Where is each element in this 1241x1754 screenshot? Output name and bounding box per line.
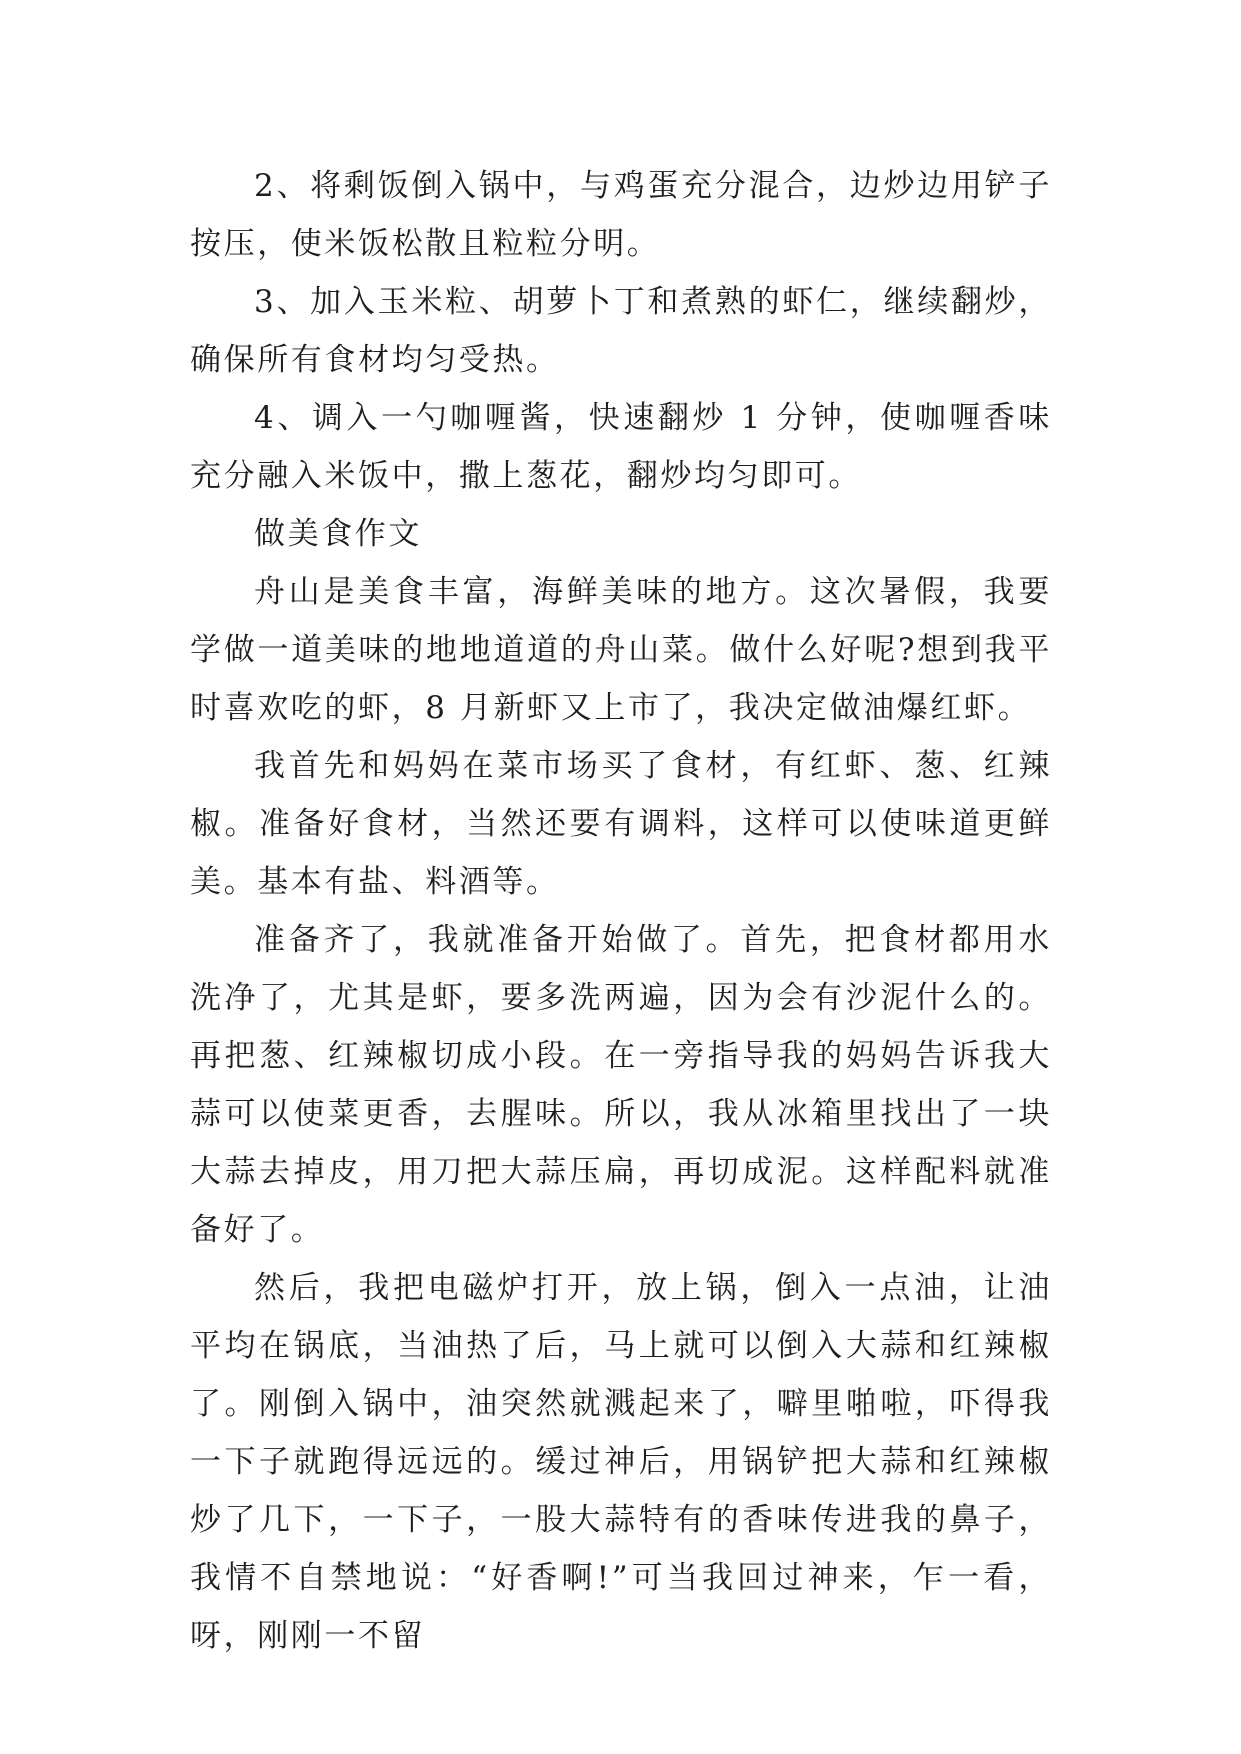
essay-paragraph: 我首先和妈妈在菜市场买了食材，有红虾、葱、红辣椒。准备好食材，当然还要有调料，这样可以使味道更鲜美。基本有盐、料酒等。 xyxy=(190,748,1052,900)
step-3-paragraph: 3、加入玉米粒、胡萝卜丁和煮熟的虾仁，继续翻炒，确保所有食材均匀受热。 xyxy=(190,284,1052,378)
step-4-paragraph: 4、调入一勺咖喱酱，快速翻炒 1 分钟，使咖喱香味充分融入米饭中，撒上葱花，翻炒均匀即可。 xyxy=(190,400,1052,494)
essay-paragraph: 准备齐了，我就准备开始做了。首先，把食材都用水洗净了，尤其是虾，要多洗两遍，因为会有沙泥什么的。再把葱、红辣椒切成小段。在一旁指导我的妈妈告诉我大蒜可以使菜更香，去腥味。所以，我从冰箱里找出了一块大蒜去掉皮，用刀把大蒜压扁，再切成泥。这样配料就准备好了。 xyxy=(190,922,1052,1248)
essay-paragraph: 然后，我把电磁炉打开，放上锅，倒入一点油，让油平均在锅底，当油热了后，马上就可以倒入大蒜和红辣椒了。刚倒入锅中，油突然就溅起来了，噼里啪啦，吓得我一下子就跑得远远的。缓过神后，用锅铲把大蒜和红辣椒炒了几下，一下子，一股大蒜特有的香味传进我的鼻子，我情不自禁地说：“好香啊!”可当我回过神来，乍一看，呀，刚刚一不留 xyxy=(190,1270,1052,1654)
document-body xyxy=(190,157,1052,1665)
step-2-paragraph: 2、将剩饭倒入锅中，与鸡蛋充分混合，边炒边用铲子按压，使米饭松散且粒粒分明。 xyxy=(190,168,1052,262)
essay-paragraph: 舟山是美食丰富，海鲜美味的地方。这次暑假，我要学做一道美味的地地道道的舟山菜。做什么好呢?想到我平时喜欢吃的虾，8 月新虾又上市了，我决定做油爆红虾。 xyxy=(190,574,1052,726)
essay-heading: 做美食作文 xyxy=(254,516,422,552)
